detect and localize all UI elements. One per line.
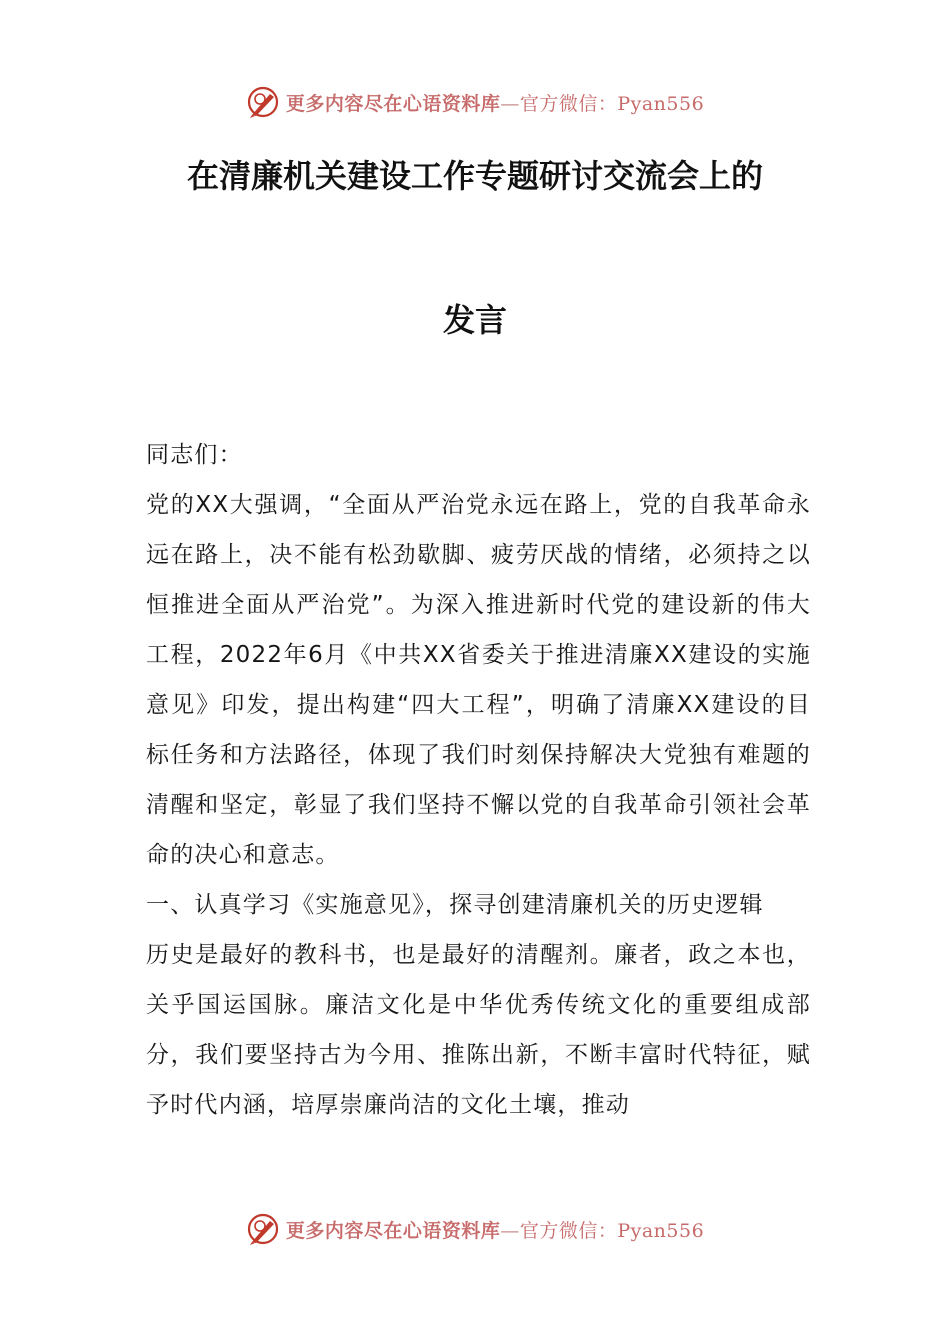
paragraph-2: 历史是最好的教科书，也是最好的清醒剂。廉者，政之本也，关乎国运国脉。廉洁文化是中华优秀传统文化的重要组成部分，我们要坚持古为今用、推陈出新，不断丰富时代特征，赋予时代内涵，培厚崇廉尚洁的文化土壤，推动 xyxy=(146,942,811,1118)
footer-contact: 官方微信：Pyan556 xyxy=(519,1219,705,1242)
header-contact: 官方微信：Pyan556 xyxy=(519,92,705,115)
header-dash: — xyxy=(500,92,520,115)
header-banner xyxy=(0,82,950,122)
pen-logo-icon xyxy=(246,85,280,119)
header-banner-text xyxy=(286,89,704,116)
footer-dash: — xyxy=(500,1219,520,1242)
footer-brand: 更多内容尽在心语资料库 xyxy=(285,1219,501,1242)
greeting: 同志们： xyxy=(146,442,243,468)
header-brand: 更多内容尽在心语资料库 xyxy=(285,92,501,115)
footer-banner xyxy=(0,1209,950,1249)
paragraph-1: 党的XX大强调，“全面从严治党永远在路上，党的自我革命永远在路上，决不能有松劲歇脚、疲劳厌战的情绪，必须持之以恒推进全面从严治党”。为深入推进新时代党的建设新的伟大工程，2022年6月《中共XX省委关于推进清廉XX建设的实施意见》印发，提出构建“四大工程”，明确了清廉XX建设的目标任务和方法路径，体现了我们时刻保持解决大党独有难题的清醒和坚定，彰显了我们坚持不懈以党的自我革命引领社会革命的决心和意志。 xyxy=(146,492,811,868)
document-title-line-1: 在清廉机关建设工作专题研讨交流会上的 xyxy=(186,157,763,195)
pen-logo-icon xyxy=(246,1212,280,1246)
document-title-line-2: 发言 xyxy=(442,301,507,339)
document-body xyxy=(146,430,811,1130)
section-heading-1: 一、认真学习《实施意见》，探寻创建清廉机关的历史逻辑 xyxy=(146,892,764,918)
footer-banner-text xyxy=(286,1216,704,1243)
